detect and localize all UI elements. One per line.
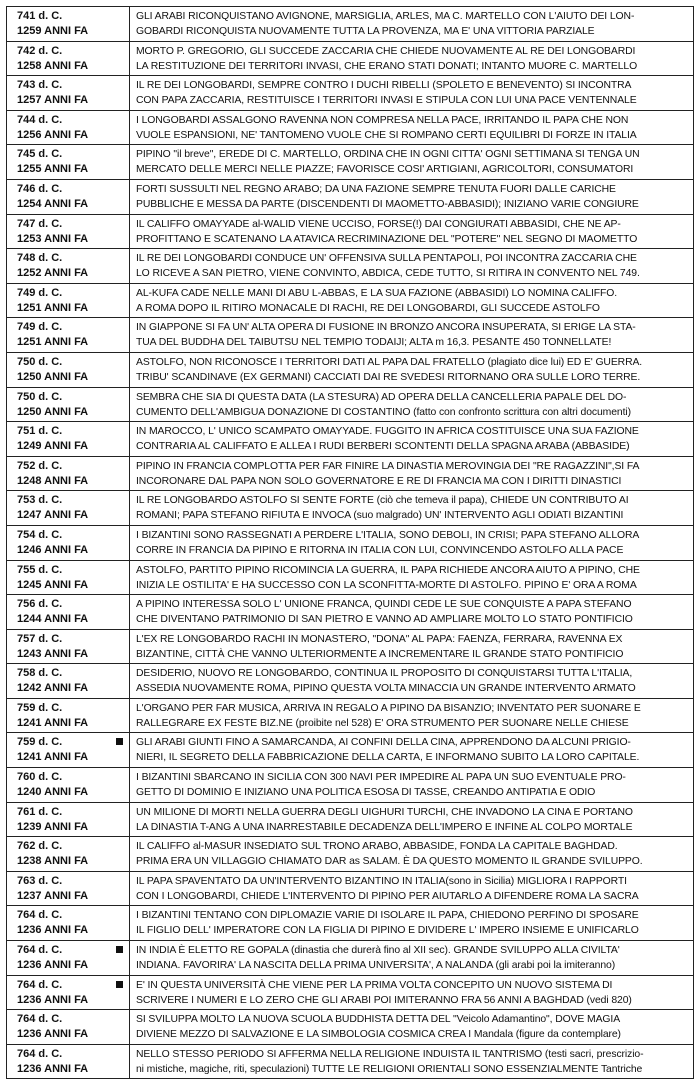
timeline-row	[7, 1010, 694, 1045]
year-label: 742 d. C.	[17, 44, 63, 57]
event-text-line: IN MAROCCO, L' UNICO SCAMPATO OMAYYADE. FUGGITO IN AFRICA COSTITUISCE UNA SUA FAZIONE	[136, 426, 639, 438]
timeline-row	[7, 560, 694, 595]
year-label: 758 d. C.	[17, 667, 63, 680]
square-bullet-icon	[116, 946, 123, 953]
date-cell	[7, 214, 130, 249]
timeline-row	[7, 318, 694, 353]
timeline-row	[7, 975, 694, 1010]
year-label: 762 d. C.	[17, 840, 63, 853]
date-cell	[7, 76, 130, 111]
event-text-line: IL RE LONGOBARDO ASTOLFO SI SENTE FORTE (ciò che temeva il papa), CHIEDE UN CONTRIBUTO AI	[136, 495, 629, 507]
years-ago-label: 1243 ANNI FA	[17, 647, 89, 660]
year-label: 749 d. C.	[17, 321, 63, 334]
date-cell	[7, 560, 130, 595]
event-description	[130, 941, 694, 976]
event-description	[130, 871, 694, 906]
year-label: 743 d. C.	[17, 79, 63, 92]
date-cell	[7, 871, 130, 906]
timeline-row	[7, 387, 694, 422]
year-label: 761 d. C.	[17, 805, 63, 818]
years-ago-label: 1257 ANNI FA	[17, 94, 89, 107]
years-ago-label: 1244 ANNI FA	[17, 613, 89, 626]
timeline-row	[7, 422, 694, 457]
date-cell	[7, 491, 130, 526]
year-label: 764 d. C.	[17, 1047, 63, 1060]
years-ago-label: 1238 ANNI FA	[17, 855, 89, 868]
event-description	[130, 975, 694, 1010]
date-cell	[7, 110, 130, 145]
date-cell	[7, 768, 130, 803]
event-description	[130, 145, 694, 180]
date-cell	[7, 1044, 130, 1079]
year-label: 754 d. C.	[17, 528, 63, 541]
timeline-row	[7, 525, 694, 560]
event-description	[130, 283, 694, 318]
year-label: 751 d. C.	[17, 425, 63, 438]
event-description	[130, 456, 694, 491]
timeline-row	[7, 837, 694, 872]
event-description	[130, 664, 694, 699]
event-text-line: ASTOLFO, NON RICONOSCE I TERRITORI DATI AL PAPA DAL FRATELLO (plagiato dice lui) ED E' GUERRA.	[136, 356, 643, 368]
event-text-line: SEMBRA CHE SIA DI QUESTA DATA (LA STESURA) AD OPERA DELLA CANCELLERIA PAPALE DEL DO-	[136, 391, 627, 403]
event-text-line: L'ORGANO PER FAR MUSICA, ARRIVA IN REGALO A PIPINO DA BISANZIO; INVENTATO PER SUONARE E	[136, 702, 641, 714]
years-ago-label: 1254 ANNI FA	[17, 197, 89, 210]
timeline-row	[7, 145, 694, 180]
event-text-line: GETTO DI DOMINIO E INIZIANO UNA POLITICA ESOSA DI TASSE, CREANDO ANTIPATIA E ODIO	[136, 787, 596, 799]
timeline-row	[7, 941, 694, 976]
years-ago-label: 1236 ANNI FA	[17, 1062, 89, 1075]
event-description	[130, 214, 694, 249]
year-label: 755 d. C.	[17, 563, 63, 576]
timeline-row	[7, 7, 694, 42]
years-ago-label: 1236 ANNI FA	[17, 1028, 89, 1041]
timeline-row	[7, 733, 694, 768]
event-text-line: IL RE DEI LONGOBARDI CONDUCE UN' OFFENSIVA SULLA PENTAPOLI, POI INCONTRA ZACCARIA CHE	[136, 253, 637, 265]
date-cell	[7, 629, 130, 664]
event-description	[130, 491, 694, 526]
date-cell	[7, 1010, 130, 1045]
event-text-line: IL RE DEI LONGOBARDI, SEMPRE CONTRO I DUCHI RIBELLI (SPOLETO E BENEVENTO) SI INCONTRA	[136, 80, 632, 92]
event-text-line: CORRE IN FRANCIA DA PIPINO E RITORNA IN ITALIA CON LUI, CONVINCENDO ASTOLFO ALLA PACE	[136, 544, 624, 556]
date-cell	[7, 352, 130, 387]
event-description	[130, 525, 694, 560]
event-text-line: TUA DEL BUDDHA DEL TAIBUTSU NEL TEMPIO TODAIJI; ALTA m 16,3. PESANTE 450 TONNELLATE!	[136, 337, 612, 349]
years-ago-label: 1236 ANNI FA	[17, 993, 89, 1006]
years-ago-label: 1242 ANNI FA	[17, 682, 89, 695]
years-ago-label: 1236 ANNI FA	[17, 959, 89, 972]
year-label: 757 d. C.	[17, 632, 63, 645]
year-label: 764 d. C.	[17, 978, 63, 991]
years-ago-label: 1251 ANNI FA	[17, 301, 89, 314]
year-label: 760 d. C.	[17, 771, 63, 784]
event-text-line: ni mistiche, magiche, riti, speculazioni) TUTTE LE RELIGIONI ORIENTALI SONO ESSENZIALMENTE Tantriche	[136, 1063, 643, 1075]
event-description	[130, 7, 694, 42]
timeline-row	[7, 456, 694, 491]
years-ago-label: 1241 ANNI FA	[17, 716, 89, 729]
timeline-row	[7, 352, 694, 387]
event-description	[130, 1010, 694, 1045]
event-text-line: VUOLE ESPANSIONI, NE' TANTOMENO VUOLE CHE SI ROMPANO CERTI EQUILIBRI DI FORZE IN ITALIA	[136, 129, 637, 141]
years-ago-label: 1246 ANNI FA	[17, 543, 89, 556]
date-cell	[7, 318, 130, 353]
event-text-line: SI SVILUPPA MOLTO LA NUOVA SCUOLA BUDDHISTA DETTA DEL "Veicolo Adamantino", DOVE MAGIA	[136, 1014, 621, 1026]
event-description	[130, 1044, 694, 1079]
year-label: 763 d. C.	[17, 874, 63, 887]
year-label: 749 d. C.	[17, 286, 63, 299]
years-ago-label: 1251 ANNI FA	[17, 336, 89, 349]
date-cell	[7, 41, 130, 76]
timeline-row	[7, 249, 694, 284]
year-label: 746 d. C.	[17, 182, 63, 195]
date-cell	[7, 249, 130, 284]
year-label: 753 d. C.	[17, 494, 63, 507]
years-ago-label: 1236 ANNI FA	[17, 924, 89, 937]
event-text-line: GLI ARABI RICONQUISTANO AVIGNONE, MARSIGLIA, ARLES, MA C. MARTELLO CON L'AIUTO DEI LON-	[136, 11, 635, 22]
event-text-line: IL CALIFFO al-MASUR INSEDIATO SUL TRONO ARABO, ABBASIDE, FONDA LA CAPITALE BAGHDAD.	[136, 841, 618, 853]
date-cell	[7, 733, 130, 768]
timeline-table	[6, 6, 694, 1079]
event-text-line: A ROMA DOPO IL RITIRO MONACALE DI RACHI, RE DEI LONGOBARDI, GLI SUCCEDE ASTOLFO	[136, 302, 600, 314]
event-text-line: AL-KUFA CADE NELLE MANI DI ABU L-ABBAS, E LA SUA FAZIONE (ABBASIDI) LO NOMINA CALIFFO.	[136, 287, 618, 299]
years-ago-label: 1249 ANNI FA	[17, 440, 89, 453]
event-description	[130, 41, 694, 76]
year-label: 752 d. C.	[17, 459, 63, 472]
event-description	[130, 249, 694, 284]
years-ago-label: 1245 ANNI FA	[17, 578, 89, 591]
date-cell	[7, 595, 130, 630]
event-text-line: I BIZANTINI TENTANO CON DIPLOMAZIE VARIE DI ISOLARE IL PAPA, CHIEDONO PERFINO DI SPOSARE	[136, 910, 639, 922]
event-text-line: RALLEGRARE EX FESTE BIZ.NE (proibite nel 528) E' ORA STRUMENTO PER SUONARE NELLE CHIESE	[136, 717, 629, 729]
year-label: 759 d. C.	[17, 736, 63, 749]
timeline-rows	[7, 7, 694, 1079]
event-description	[130, 76, 694, 111]
event-description	[130, 595, 694, 630]
years-ago-label: 1237 ANNI FA	[17, 889, 89, 902]
event-description	[130, 698, 694, 733]
event-description	[130, 422, 694, 457]
event-text-line: UN MILIONE DI MORTI NELLA GUERRA DEGLI UIGHURI TURCHI, CHE INVADONO LA CINA E PORTANO	[136, 806, 633, 818]
years-ago-label: 1253 ANNI FA	[17, 232, 89, 245]
year-label: 759 d. C.	[17, 701, 63, 714]
years-ago-label: 1258 ANNI FA	[17, 59, 89, 72]
event-text-line: LO RICEVE A SAN PIETRO, VIENE CONVINTO, ABDICA, CEDE TUTTO, SI RITIRA IN CONVENTO NEL 749.	[136, 268, 640, 280]
event-text-line: INCORONARE DAL PAPA NON SOLO GOVERNATORE E RE DI FRANCIA MA CON I DIRITTI DINASTICI	[136, 475, 622, 487]
years-ago-label: 1256 ANNI FA	[17, 128, 89, 141]
event-text-line: A PIPINO INTERESSA SOLO L' UNIONE FRANCA, QUINDI CEDE LE SUE CONQUISTE A PAPA STEFANO	[136, 599, 632, 611]
year-label: 744 d. C.	[17, 113, 63, 126]
year-label: 741 d. C.	[17, 10, 63, 22]
square-bullet-icon	[116, 981, 123, 988]
year-label: 748 d. C.	[17, 252, 63, 265]
event-text-line: LA DINASTIA T-ANG A UNA INARRESTABILE DECADENZA DELL'IMPERO E INFINE AL COLPO MORTALE	[136, 821, 633, 833]
event-text-line: NIERI, IL SEGRETO DELLA FABBRICAZIONE DELLA CARTA, E INFORMANO SUBITO LA LORO CAPITALE.	[136, 752, 640, 764]
event-text-line: I LONGOBARDI ASSALGONO RAVENNA NON COMPRESA NELLA PACE, IRRITANDO IL PAPA CHE NON	[136, 114, 629, 126]
years-ago-label: 1240 ANNI FA	[17, 786, 89, 799]
event-text-line: PRIMA ERA UN VILLAGGIO CHIAMATO DAR as SALAM. È DA QUESTO MOMENTO IL GRANDE SVILUPPO.	[136, 856, 643, 868]
event-text-line: DIVIENE MEZZO DI SALVAZIONE E LA SIMBOLOGIA COSMICA CREA I Mandala (figure da contemplare)	[136, 1029, 621, 1041]
date-cell	[7, 802, 130, 837]
date-cell	[7, 975, 130, 1010]
date-cell	[7, 525, 130, 560]
years-ago-label: 1241 ANNI FA	[17, 751, 89, 764]
event-text-line: ROMANI; PAPA STEFANO RIFIUTA E INVOCA (suo malgrado) UN' INTERVENTO AGLI ODIATI BIZANTINI	[136, 510, 624, 522]
event-text-line: CON I LONGOBARDI, CHIEDE L'INTERVENTO DI PIPINO PER AIUTARLO A DIFENDERE ROMA LA SACRA	[136, 890, 639, 902]
event-text-line: MORTO P. GREGORIO, GLI SUCCEDE ZACCARIA CHE CHIEDE NUOVAMENTE AL RE DEI LONGOBARDI	[136, 45, 636, 57]
year-label: 750 d. C.	[17, 355, 63, 368]
date-cell	[7, 179, 130, 214]
event-text-line: GOBARDI RICONQUISTA NUOVAMENTE TUTTA LA PROVENZA, MA E' UNA VITTORIA PARZIALE	[136, 26, 595, 37]
years-ago-label: 1252 ANNI FA	[17, 267, 89, 280]
event-text-line: DESIDERIO, NUOVO RE LONGOBARDO, CONTINUA IL PROPOSITO DI CONQUISTARSI TUTTA L'ITALIA,	[136, 668, 633, 680]
date-cell	[7, 7, 130, 42]
timeline-row	[7, 283, 694, 318]
event-text-line: L'EX RE LONGOBARDO RACHI IN MONASTERO, "DONA" AL PAPA: FAENZA, FERRARA, RAVENNA EX	[136, 633, 623, 645]
event-text-line: MERCATO DELLE MERCI NELLE PIAZZE; FAVORISCE COSI' ARTIGIANI, AGRICOLTORI, CONSUMATORI	[136, 164, 634, 176]
timeline-row	[7, 1044, 694, 1079]
event-text-line: SCRIVERE I NUMERI E LO ZERO CHE GLI ARABI POI IMITERANNO FRA 56 ANNI A BAGHDAD (vedi 820)	[136, 994, 632, 1006]
event-description	[130, 629, 694, 664]
timeline-row	[7, 768, 694, 803]
event-text-line: PIPINO "il breve", EREDE DI C. MARTELLO, ORDINA CHE IN OGNI CITTA' OGNI SETTIMANA SI TENGA UN	[136, 149, 640, 161]
event-description	[130, 837, 694, 872]
years-ago-label: 1250 ANNI FA	[17, 405, 89, 418]
year-label: 747 d. C.	[17, 217, 63, 230]
event-text-line: E' IN QUESTA UNIVERSITÀ CHE VIENE PER LA PRIMA VOLTA CONCEPITO UN NUOVO SISTEMA DI	[136, 979, 613, 991]
event-text-line: PUBBLICHE E MESSA DA PARTE (DISCENDENTI DI MAOMETTO-ABBASIDI); INIZIANO VARIE CONGIURE	[136, 198, 639, 210]
years-ago-label: 1247 ANNI FA	[17, 509, 89, 522]
event-description	[130, 560, 694, 595]
event-text-line: IN GIAPPONE SI FA UN' ALTA OPERA DI FUSIONE IN BRONZO ANCORA INSUPERATA, SI ERIGE LA STA-	[136, 322, 636, 334]
event-description	[130, 318, 694, 353]
event-text-line: INDIANA. FAVORIRA' LA NASCITA DELLA PRIMA UNIVERSITA', A NALANDA (gli arabi poi la imiteranno)	[136, 960, 616, 972]
years-ago-label: 1250 ANNI FA	[17, 370, 89, 383]
year-label: 764 d. C.	[17, 909, 63, 922]
event-description	[130, 387, 694, 422]
years-ago-label: 1255 ANNI FA	[17, 163, 89, 176]
event-description	[130, 733, 694, 768]
year-label: 745 d. C.	[17, 148, 63, 161]
date-cell	[7, 283, 130, 318]
event-text-line: GLI ARABI GIUNTI FINO A SAMARCANDA, AI CONFINI DELLA CINA, APPRENDONO DA ALCUNI PRIGIO-	[136, 737, 631, 749]
date-cell	[7, 941, 130, 976]
event-text-line: TRIBU' SCANDINAVE (EX GERMANI) CACCIATI DAI RE SVEDESI RITORNANO ORA SULLE LORO TERRE.	[136, 371, 641, 383]
event-text-line: I BIZANTINI SONO RASSEGNATI A PERDERE L'ITALIA, SONO DEBOLI, IN CRISI; PAPA STEFANO ALLORA	[136, 529, 640, 541]
event-text-line: FORTI SUSSULTI NEL REGNO ARABO; DA UNA FAZIONE SEMPRE TENUTA FUORI DALLE CARICHE	[136, 183, 616, 195]
event-text-line: ASTOLFO, PARTITO PIPINO RICOMINCIA LA GUERRA, IL PAPA RICHIEDE ANCORA AIUTO A PIPINO, CHE	[136, 564, 640, 576]
event-description	[130, 802, 694, 837]
event-text-line: IL PAPA SPAVENTATO DA UN'INTERVENTO BIZANTINO IN ITALIA(sono in Sicilia) MIGLIORA I RAPPORTI	[136, 875, 627, 887]
event-text-line: INIZIA LE OSTILITA' E HA SUCCESSO CON LA SCONFITTA-MORTE DI ASTOLFO. PIPINO E' ORA A ROMA	[136, 579, 637, 591]
event-text-line: BIZANTINE, CITTÀ CHE VANNO ULTERIORMENTE A INCREMENTARE IL GRANDE STATO PONTIFICIO	[136, 648, 624, 660]
date-cell	[7, 456, 130, 491]
year-label: 764 d. C.	[17, 944, 63, 957]
square-bullet-icon	[116, 738, 123, 745]
timeline-row	[7, 491, 694, 526]
years-ago-label: 1239 ANNI FA	[17, 820, 89, 833]
event-text-line: IN INDIA È ELETTO RE GOPALA (dinastia che durerà fino al XII sec). GRANDE SVILUPPO ALLA CIVILTA'	[136, 945, 620, 957]
timeline-row	[7, 906, 694, 941]
event-description	[130, 352, 694, 387]
date-cell	[7, 698, 130, 733]
event-description	[130, 906, 694, 941]
timeline-row	[7, 802, 694, 837]
event-text-line: CON PAPA ZACCARIA, RESTITUISCE I TERRITORI INVASI E STIPULA CON LUI UNA PACE VENTENNALE	[136, 95, 637, 107]
event-text-line: CUMENTO DELL'AMBIGUA DONAZIONE DI COSTANTINO (fatto con confronto scrittura con altri documenti)	[136, 406, 631, 418]
event-text-line: NELLO STESSO PERIODO SI AFFERMA NELLA RELIGIONE INDUISTA IL TANTRISMO (testi sacri, prescrizio-	[136, 1048, 644, 1060]
timeline-row	[7, 664, 694, 699]
timeline-row	[7, 629, 694, 664]
year-label: 764 d. C.	[17, 1013, 63, 1026]
timeline-row	[7, 76, 694, 111]
event-text-line: PIPINO IN FRANCIA COMPLOTTA PER FAR FINIRE LA DINASTIA MEROVINGIA DEI "RE RAGAZZINI",SI FA	[136, 460, 640, 472]
date-cell	[7, 145, 130, 180]
timeline-row	[7, 214, 694, 249]
event-text-line: PROFITTANO E SCATENANO LA ATAVICA RECRIMINAZIONE DEL "POTERE" NEL SEGNO DI MAOMETTO	[136, 233, 638, 245]
event-text-line: IL FIGLIO DELL' IMPERATORE CON LA FIGLIA DI PIPINO E DIVIDERE L' IMPERO INSIEME E UNIFICARLO	[136, 925, 639, 937]
year-label: 756 d. C.	[17, 598, 63, 611]
event-text-line: CHE DIVENTANO PATRIMONIO DI SAN PIETRO E VANNO AD AMPLIARE MOLTO LO STATO PONTIFICIO	[136, 614, 633, 626]
timeline-row	[7, 41, 694, 76]
event-text-line: LA RESTITUZIONE DEI TERRITORI INVASI, CHE ERANO STATI DONATI; INTANTO MUORE C. MARTELLO	[136, 60, 638, 72]
date-cell	[7, 387, 130, 422]
timeline-row	[7, 595, 694, 630]
timeline-row	[7, 871, 694, 906]
timeline-row	[7, 110, 694, 145]
date-cell	[7, 906, 130, 941]
event-description	[130, 768, 694, 803]
event-text-line: ASSEDIA NUOVAMENTE ROMA, PIPINO QUESTA VOLTA MINACCIA UN GRANDE INTERVENTO ARMATO	[136, 683, 636, 695]
timeline-row	[7, 698, 694, 733]
event-text-line: I BIZANTINI SBARCANO IN SICILIA CON 300 NAVI PER IMPEDIRE AL PAPA UN SUO EVENTUALE PRO-	[136, 772, 626, 784]
date-cell	[7, 422, 130, 457]
date-cell	[7, 837, 130, 872]
event-text-line: CONTRARIA AL CALIFFATO E ALLEA I RUDI BERBERI SCONTENTI DELLA SPAGNA ARABA (ABBASIDE)	[136, 441, 630, 453]
years-ago-label: 1259 ANNI FA	[17, 25, 89, 37]
event-description	[130, 179, 694, 214]
date-cell	[7, 664, 130, 699]
event-text-line: IL CALIFFO OMAYYADE al-WALID VIENE UCCISO, FORSE(!) DAI CONGIURATI ABBASIDI, CHE NE AP-	[136, 218, 621, 230]
timeline-row	[7, 179, 694, 214]
years-ago-label: 1248 ANNI FA	[17, 474, 89, 487]
year-label: 750 d. C.	[17, 390, 63, 403]
event-description	[130, 110, 694, 145]
